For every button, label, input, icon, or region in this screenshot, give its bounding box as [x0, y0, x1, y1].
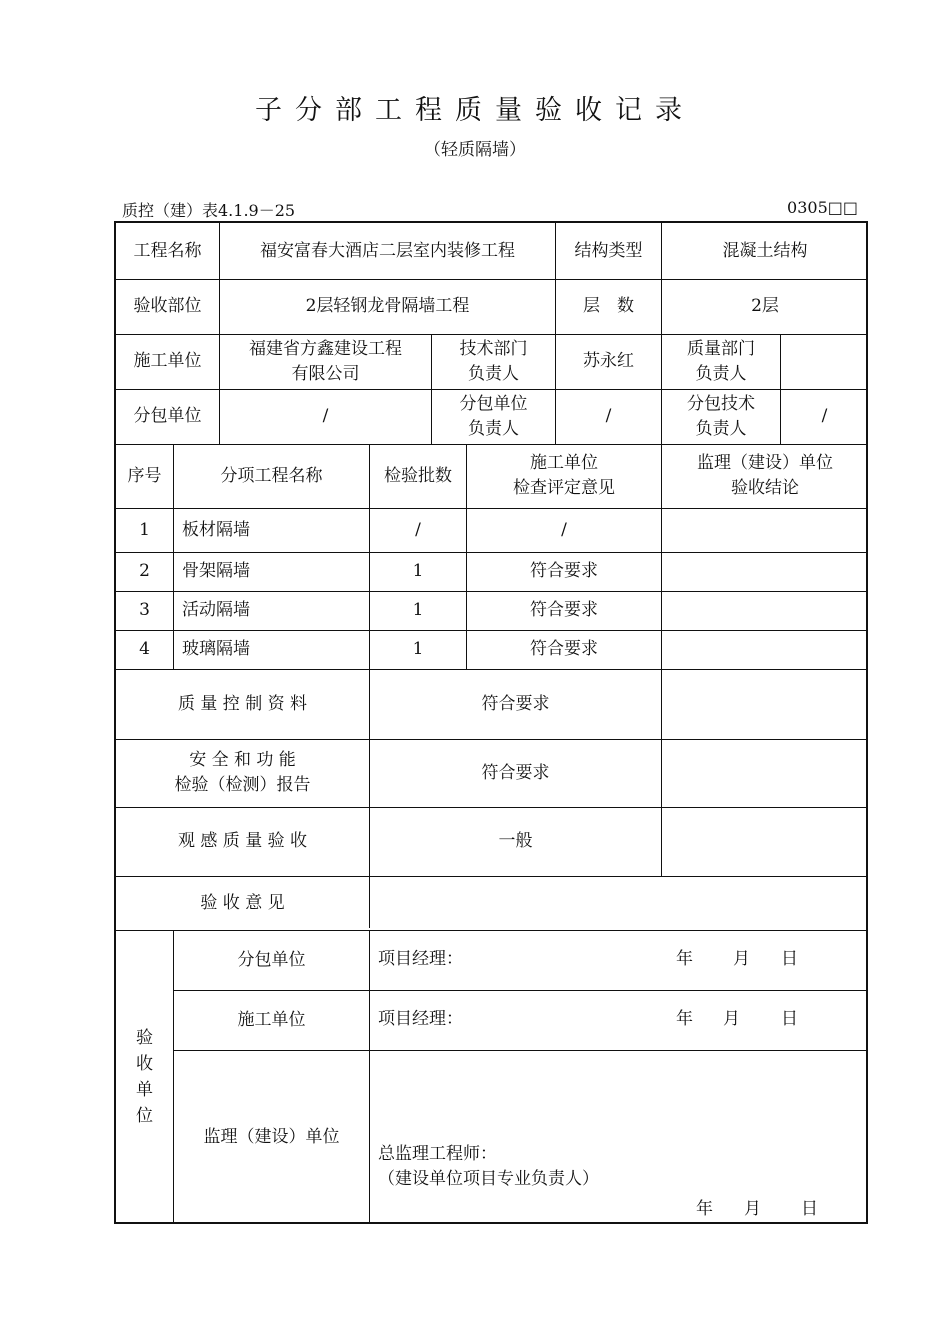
signoff-side-char: 位: [136, 1106, 153, 1126]
page-subtitle: （轻质隔墙）: [424, 140, 526, 160]
safety-value: 符合要求: [481, 762, 550, 783]
appearance-value: 一般: [498, 831, 533, 851]
floors-value: 2层: [751, 296, 779, 316]
tech-head-label-line-1: 技术部门: [459, 338, 528, 359]
sub-tech-label-line-1: 分包技术: [687, 393, 755, 414]
col-header-batches: 检验批数: [384, 465, 452, 486]
part-value: 2层轻钢龙骨隔墙工程: [305, 296, 470, 316]
page-title: 子分部工程质量验收记录: [255, 95, 695, 126]
table-row-name: 骨架隔墙: [182, 561, 250, 581]
safety-label-line-2: 检验（检测）报告: [174, 775, 311, 795]
quality-head-label-line-2: 负责人: [695, 363, 747, 384]
sub-tech-value: /: [821, 406, 828, 426]
grid-line: [661, 669, 662, 876]
contractor-label: 施工单位: [133, 351, 202, 371]
signoff-supervisor-month: 月: [744, 1199, 761, 1219]
col-header-conclusion: [662, 444, 868, 508]
table-row-batches: 1: [412, 639, 424, 659]
acceptance-table: [114, 221, 868, 1224]
safety-label-line-1: 安 全 和 功 能: [189, 750, 296, 770]
tech-head-label-line-2: 负责人: [468, 363, 519, 384]
signoff-sub-month: 月: [733, 949, 750, 969]
part-label: 验收部位: [133, 296, 202, 316]
signoff-chief-label: 总监理工程师：: [378, 1144, 497, 1164]
form-code: 0305□□: [787, 198, 858, 217]
col-header-opinion: [467, 444, 661, 508]
col-header-no: 序号: [127, 465, 162, 486]
signoff-owner-label: （建设单位项目专业负责人）: [378, 1169, 599, 1189]
col-header-name: 分项工程名称: [220, 465, 323, 486]
qc-value: 符合要求: [481, 693, 550, 714]
tech-head-value: 苏永红: [583, 351, 634, 371]
signoff-side-char: 验: [136, 1028, 153, 1048]
form-number: 质控（建）表4.1.9－25: [122, 201, 296, 220]
sub-label: 分包单位: [133, 406, 202, 426]
table-row-opinion: 符合要求: [530, 639, 598, 659]
signoff-contractor-year: 年: [676, 1009, 693, 1029]
table-row-batches: 1: [412, 561, 424, 581]
col-header-opinion-line-2: 检查评定意见: [513, 478, 615, 498]
table-row-batches: /: [415, 519, 421, 540]
col-header-opinion-line-1: 施工单位: [530, 453, 598, 473]
sub-head-label-line-1: 分包单位: [459, 393, 528, 414]
signoff-side-char: 收: [136, 1054, 153, 1074]
signoff-supervisor-unit: 监理（建设）单位: [203, 1126, 340, 1147]
structure-type: 混凝土结构: [722, 240, 808, 261]
signoff-sub-unit: 分包单位: [237, 949, 306, 970]
col-header-conclusion-line-1: 监理（建设）单位: [697, 453, 833, 473]
table-row-no: 4: [139, 639, 150, 659]
table-row-batches: 1: [412, 600, 424, 620]
opinion-label: 验 收 意 见: [200, 892, 285, 913]
appearance-label: 观 感 质 量 验 收: [177, 831, 308, 851]
table-row-opinion: 符合要求: [530, 561, 598, 581]
table-row-name: 板材隔墙: [182, 520, 250, 540]
sub-head-label: [432, 389, 555, 444]
sub-head-label-line-2: 负责人: [468, 418, 519, 439]
signoff-contractor-day: 日: [781, 1009, 798, 1029]
quality-head-label: [662, 334, 780, 389]
table-row-opinion: /: [561, 519, 567, 540]
quality-head-label-line-1: 质量部门: [687, 338, 755, 359]
signoff-sub-year: 年: [676, 949, 693, 969]
project-name-label: 工程名称: [133, 240, 202, 261]
signoff-side-char: 单: [136, 1080, 153, 1100]
signoff-contractor-unit: 施工单位: [237, 1009, 306, 1030]
quality-head-value: [781, 334, 868, 389]
col-header-conclusion-line-2: 验收结论: [731, 478, 799, 498]
signoff-sub-day: 日: [781, 949, 798, 969]
table-row-no: 3: [139, 600, 150, 620]
sub-value: /: [322, 406, 329, 426]
signoff-contractor-pm: 项目经理：: [378, 1009, 463, 1029]
grid-line: [369, 930, 370, 1224]
sub-tech-label: [662, 389, 780, 444]
contractor-line-1: 福建省方鑫建设工程: [249, 338, 402, 359]
signoff-supervisor-year: 年: [696, 1199, 713, 1219]
table-row-no: 2: [139, 561, 150, 581]
table-row-name: 玻璃隔墙: [182, 639, 250, 659]
signoff-contractor-month: 月: [723, 1009, 740, 1029]
safety-label: [116, 739, 369, 807]
project-name: 福安富春大酒店二层室内装修工程: [260, 240, 515, 261]
contractor-value: [220, 334, 431, 389]
signoff-side-label: [116, 930, 173, 1224]
contractor-line-2: 有限公司: [291, 363, 360, 384]
signoff-sub-pm: 项目经理：: [378, 949, 463, 969]
table-row-opinion: 符合要求: [530, 600, 598, 620]
floors-label: 层 数: [583, 296, 634, 316]
table-row-no: 1: [139, 519, 150, 540]
qc-label: 质 量 控 制 资 料: [177, 693, 308, 714]
table-row-name: 活动隔墙: [182, 600, 250, 620]
sub-tech-label-line-2: 负责人: [695, 418, 747, 439]
tech-head-label: [432, 334, 555, 389]
structure-type-label: 结构类型: [574, 240, 643, 261]
signoff-supervisor-day: 日: [801, 1199, 818, 1219]
sub-head-value: /: [605, 406, 612, 426]
